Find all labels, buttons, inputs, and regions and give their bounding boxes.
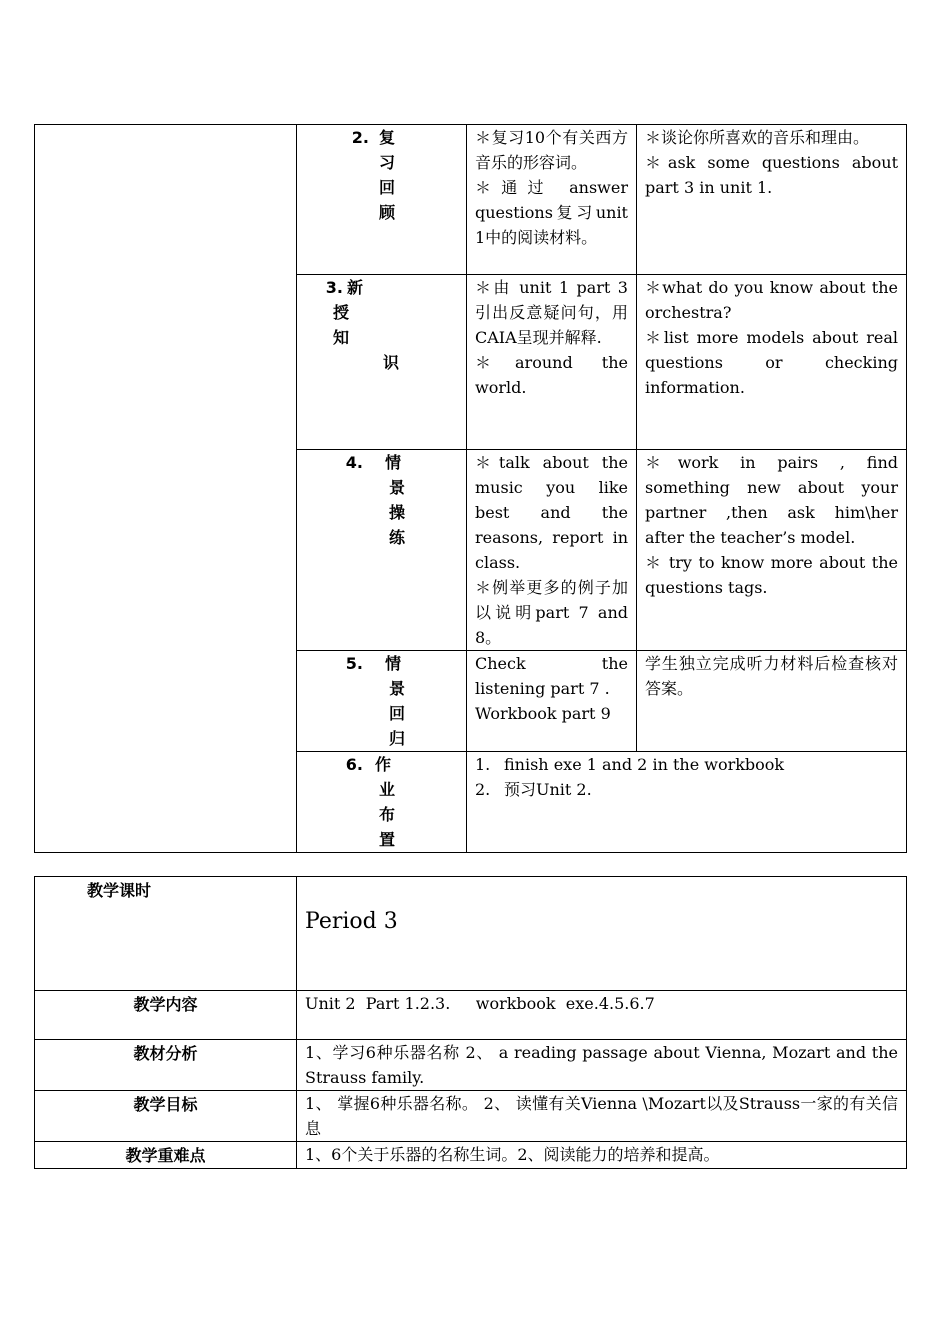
stage-char: 情 — [385, 453, 402, 472]
teacher-activity-cell — [467, 450, 637, 651]
stage-char: 识 — [383, 353, 400, 372]
stage-cell — [297, 651, 467, 752]
period-value: Period 3 — [297, 877, 907, 991]
homework-item-number: 2. — [475, 780, 491, 799]
teacher-activity-cell — [467, 125, 637, 275]
period-label: 教学课时 — [35, 877, 297, 991]
stage-char: 顾 — [379, 203, 396, 222]
content-label: 教学内容 — [35, 991, 297, 1040]
stage-char: 新 — [347, 278, 364, 297]
procedure-table — [34, 124, 907, 853]
stage-char: 授 — [333, 303, 350, 322]
teacher-activity: ＊例举更多的例子加以说明part 7 and 8。 — [475, 578, 628, 647]
stage-number: 5. — [345, 654, 363, 673]
student-activity: ＊work in pairs , find something new about your partner ,then ask him\her after the teacher’s model. — [645, 453, 898, 547]
keypoints-label: 教学重难点 — [35, 1142, 297, 1169]
stage-char: 业 — [379, 780, 396, 799]
student-activity-cell — [637, 125, 907, 275]
student-activity: ＊what do you know about the orchestra? — [645, 278, 898, 322]
table-row — [35, 1142, 907, 1169]
stage-char: 练 — [389, 528, 406, 547]
teacher-activity: ＊talk about the music you like best and the reasons, report in class. — [475, 453, 628, 572]
stage-char: 习 — [379, 153, 396, 172]
student-activity-cell — [637, 450, 907, 651]
stage-cell — [297, 752, 467, 853]
homework-cell — [467, 752, 907, 853]
table-row — [35, 125, 907, 275]
stage-number: 4. — [345, 453, 363, 472]
teacher-activity: ＊复习10个有关西方音乐的形容词。 — [475, 128, 628, 172]
homework-list — [467, 752, 906, 802]
student-activity: ＊list more models about real questions or checking information. — [645, 328, 898, 397]
teacher-activity: ＊由 unit 1 part 3 引出反意疑问句，用CAIA呈现并解释. — [475, 278, 628, 347]
table-row — [35, 1040, 907, 1091]
student-activity: ＊ask some questions about part 3 in unit 1. — [645, 153, 898, 197]
keypoints-value: 1、6个关于乐器的名称生词。2、阅读能力的培养和提高。 — [297, 1142, 907, 1169]
content-value: Unit 2 Part 1.2.3. workbook exe.4.5.6.7 — [297, 991, 907, 1040]
homework-item — [475, 752, 898, 777]
stage-char: 回 — [379, 178, 396, 197]
table-row — [35, 877, 907, 991]
stage-char: 归 — [389, 729, 406, 748]
homework-item — [475, 777, 898, 802]
stage-char: 置 — [379, 830, 396, 849]
stage-number: 6. — [345, 755, 363, 774]
stage-char: 操 — [389, 503, 406, 522]
stage-char: 作 — [375, 755, 392, 774]
teacher-activity-cell — [467, 275, 637, 450]
stage-char: 布 — [379, 805, 396, 824]
goals-value: 1、 掌握6种乐器名称。 2、 读懂有关Vienna \Mozart以及Strauss一家的有关信息 — [297, 1091, 907, 1142]
teacher-activity: ＊around the world. — [475, 353, 628, 397]
student-activity-cell — [637, 275, 907, 450]
table-row — [35, 1091, 907, 1142]
lesson-info-table — [34, 876, 907, 1169]
stage-char: 景 — [389, 679, 406, 698]
homework-item-text: 预习Unit 2. — [504, 780, 592, 799]
stage-char: 情 — [385, 654, 402, 673]
teacher-activity: ＊通过 answer questions复习unit 1中的阅读材料。 — [475, 178, 628, 247]
homework-item-text: finish exe 1 and 2 in the workbook — [504, 755, 785, 774]
stage-char: 景 — [389, 478, 406, 497]
analysis-label: 教材分析 — [35, 1040, 297, 1091]
teacher-activity: Check the listening part 7 . — [475, 654, 628, 698]
student-activity: ＊ try to know more about the questions tags. — [645, 553, 898, 597]
stage-char: 知 — [333, 328, 350, 347]
homework-item-number: 1. — [475, 755, 491, 774]
table-row — [35, 991, 907, 1040]
teacher-activity: Workbook part 9 — [475, 704, 611, 723]
stage-number: 3. — [325, 278, 343, 297]
stage-cell — [297, 275, 467, 450]
stage-number: 2. — [351, 128, 369, 147]
stage-char: 回 — [389, 704, 406, 723]
stage-char: 复 — [379, 128, 396, 147]
blank-left-cell — [35, 125, 297, 853]
stage-cell — [297, 125, 467, 275]
student-activity-cell — [637, 651, 907, 752]
analysis-value: 1、学习6种乐器名称 2、 a reading passage about Vienna, Mozart and the Strauss family. — [297, 1040, 907, 1091]
goals-label: 教学目标 — [35, 1091, 297, 1142]
stage-cell — [297, 450, 467, 651]
student-activity: 学生独立完成听力材料后检查核对答案。 — [645, 654, 898, 698]
teacher-activity-cell — [467, 651, 637, 752]
student-activity: ＊谈论你所喜欢的音乐和理由。 — [645, 128, 870, 147]
